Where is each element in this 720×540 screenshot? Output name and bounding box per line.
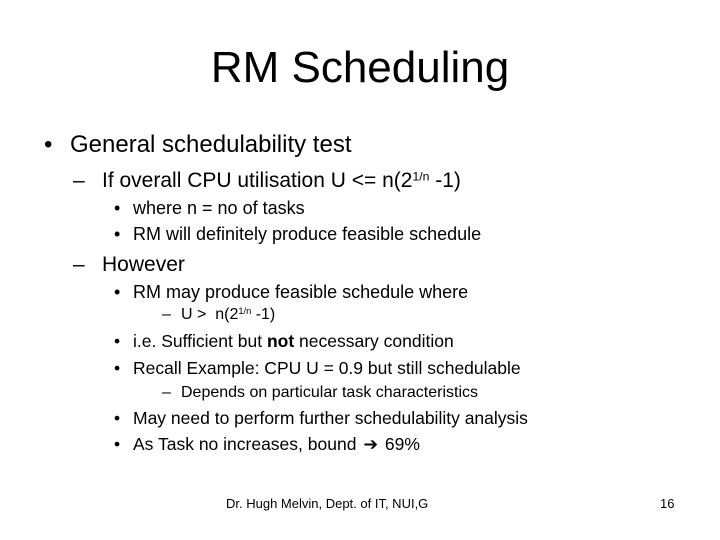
bullet-rm-definitely bbox=[114, 223, 481, 245]
bullet-text-end: -1) bbox=[251, 306, 276, 323]
superscript: 1/n bbox=[412, 169, 430, 184]
bullet-text: where n = no of tasks bbox=[133, 198, 305, 218]
bullet-u-greater bbox=[162, 305, 275, 325]
bullet-general-test bbox=[44, 131, 351, 159]
footer-author: Dr. Hugh Melvin, Dept. of IT, NUI,G bbox=[226, 496, 429, 511]
bullet-text: U > n(2 bbox=[181, 306, 239, 323]
bullet-text: As Task no increases, bound bbox=[133, 434, 357, 454]
bullet-sufficient bbox=[114, 330, 454, 352]
bullet-marker: • bbox=[114, 331, 121, 351]
bullet-further-analysis bbox=[114, 407, 528, 429]
bullet-task-increases bbox=[114, 433, 420, 455]
bullet-text: RM will definitely produce feasible schedule bbox=[133, 224, 482, 244]
bullet-utilisation-condition bbox=[73, 168, 461, 193]
bullet-marker: • bbox=[114, 358, 121, 378]
bullet-where-n bbox=[114, 197, 305, 219]
bold-text: not bbox=[266, 331, 295, 351]
page-number: 16 bbox=[660, 496, 675, 511]
bullet-text-end: -1) bbox=[429, 169, 461, 192]
bullet-marker: • bbox=[114, 434, 121, 454]
bullet-text: Recall Example: CPU U = 0.9 but still schedulable bbox=[133, 358, 521, 378]
bullet-marker: • bbox=[114, 282, 121, 302]
dash-marker: – bbox=[162, 306, 171, 323]
dash-marker: – bbox=[162, 384, 171, 401]
bullet-recall-example bbox=[114, 357, 521, 379]
bullet-text-end: necessary condition bbox=[294, 331, 454, 351]
dash-marker: – bbox=[73, 169, 85, 192]
dash-marker: – bbox=[73, 253, 85, 276]
bullet-text: Depends on particular task characteristics bbox=[181, 384, 479, 401]
bullet-text: RM may produce feasible schedule where bbox=[133, 282, 469, 302]
bullet-marker: • bbox=[114, 198, 121, 218]
bullet-text: If overall CPU utilisation U <= n(2 bbox=[102, 169, 413, 192]
bullet-marker: • bbox=[44, 131, 53, 158]
slide-title: RM Scheduling bbox=[210, 43, 510, 92]
bullet-text: General schedulability test bbox=[70, 131, 352, 158]
bullet-text-end: 69% bbox=[384, 434, 420, 454]
bullet-marker: • bbox=[114, 408, 121, 428]
bullet-text: i.e. Sufficient but bbox=[133, 331, 267, 351]
bullet-rm-may-produce bbox=[114, 281, 468, 303]
bullet-text: May need to perform further schedulability analysis bbox=[133, 408, 528, 428]
bullet-depends bbox=[162, 383, 478, 403]
superscript: 1/n bbox=[238, 305, 252, 316]
bullet-text: However bbox=[102, 253, 185, 276]
arrow-right-icon: ➔ bbox=[363, 434, 378, 454]
bullet-marker: • bbox=[114, 224, 121, 244]
bullet-however bbox=[73, 252, 185, 277]
